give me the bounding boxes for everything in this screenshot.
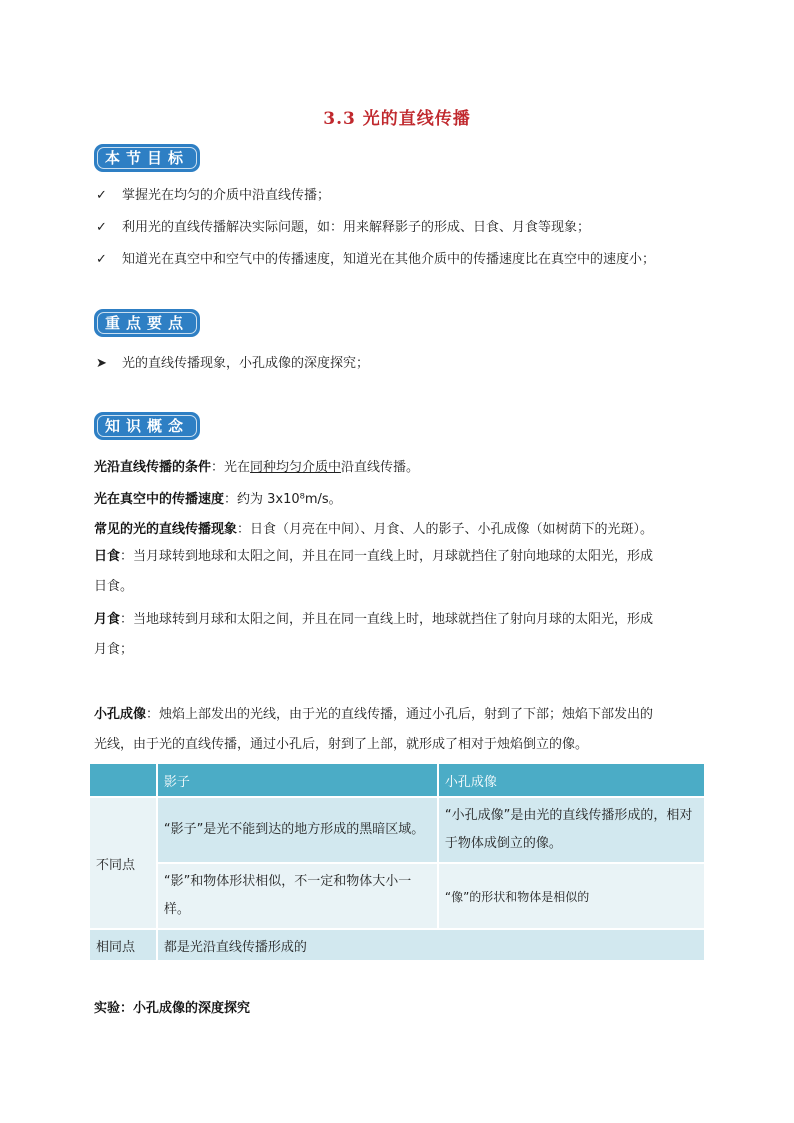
table-row <box>89 863 705 929</box>
table-cell: “影”和物体形状相似，不一定和物体大小一样。 <box>157 863 438 929</box>
concept-text: ：当月球转到地球和太阳之间，并且在同一直线上时，月球就挡住了射向地球的太阳光，形成 <box>120 549 654 564</box>
concept-label: 光沿直线传播的条件 <box>94 460 212 475</box>
concept-solar-eclipse <box>94 542 653 602</box>
row-label-same: 相同点 <box>89 929 157 961</box>
underlined-text: 同种均匀介质中 <box>250 460 342 475</box>
keypoint-item <box>96 352 369 371</box>
table-cell: “影子”是光不能到达的地方形成的黑暗区域。 <box>157 797 438 863</box>
concept-speed <box>94 488 342 507</box>
table-row <box>89 929 705 961</box>
table-cell: 都是光沿直线传播形成的 <box>157 929 705 961</box>
table-cell: “像”的形状和物体是相似的 <box>438 863 705 929</box>
concept-text: ：约为 3x10⁸m/s。 <box>224 492 342 507</box>
keypoint-text: 光的直线传播现象，小孔成像的深度探究； <box>122 356 370 371</box>
concept-condition <box>94 456 419 475</box>
concept-lunar-eclipse <box>94 605 653 665</box>
table-header-cell: 影子 <box>157 763 438 797</box>
section-badge-concepts: 知识概念 <box>94 412 200 440</box>
row-label-diff: 不同点 <box>89 797 157 929</box>
concept-text: ：光在 <box>211 460 251 475</box>
concept-text: ：日食（月亮在中间）、月食、人的影子、小孔成像（如树荫下的光斑）。 <box>237 522 654 537</box>
comparison-table <box>88 762 706 962</box>
concept-label: 小孔成像 <box>94 707 147 722</box>
goal-item <box>96 248 655 267</box>
concept-text: ：当地球转到月球和太阳之间，并且在同一直线上时，地球就挡住了射向月球的太阳光，形成 <box>120 612 654 627</box>
concept-label: 月食 <box>94 612 121 627</box>
experiment-heading: 实验：小孔成像的深度探究 <box>94 1001 251 1016</box>
concept-text: 日食。 <box>94 579 134 594</box>
goal-text: 掌握光在均匀的介质中沿直线传播； <box>122 188 331 203</box>
table-header-row <box>89 763 705 797</box>
table-row <box>89 797 705 863</box>
concept-text: 光线，由于光的直线传播，通过小孔后，射到了上部，就形成了相对于烛焰倒立的像。 <box>94 737 589 752</box>
page-title: 3.3 光的直线传播 <box>323 109 471 129</box>
checkmark-icon: ✓ <box>96 188 107 203</box>
table-header-cell <box>89 763 157 797</box>
concept-label: 光在真空中的传播速度 <box>94 492 225 507</box>
concept-pinhole <box>94 700 653 760</box>
goal-text: 知道光在真空中和空气中的传播速度，知道光在其他介质中的传播速度比在真空中的速度小； <box>122 252 656 267</box>
goal-item <box>96 184 330 203</box>
concept-label: 常见的光的直线传播现象 <box>94 522 238 537</box>
section-badge-goals: 本节目标 <box>94 144 200 172</box>
concept-phenomena <box>94 518 653 537</box>
concept-text: 月食； <box>94 642 134 657</box>
concept-label: 日食 <box>94 549 121 564</box>
concept-text: 沿直线传播。 <box>341 460 420 475</box>
arrow-bullet-icon: ➤ <box>96 356 107 371</box>
concept-text: ：烛焰上部发出的光线，由于光的直线传播，通过小孔后，射到了下部；烛焰下部发出的 <box>146 707 654 722</box>
goal-text: 利用光的直线传播解决实际问题，如：用来解释影子的形成、日食、月食等现象； <box>122 220 591 235</box>
section-badge-keypoints: 重点要点 <box>94 309 200 337</box>
checkmark-icon: ✓ <box>96 220 107 235</box>
checkmark-icon: ✓ <box>96 252 107 267</box>
table-cell: “小孔成像”是由光的直线传播形成的，相对于物体成倒立的像。 <box>438 797 705 863</box>
table-header-cell: 小孔成像 <box>438 763 705 797</box>
goal-item <box>96 216 590 235</box>
